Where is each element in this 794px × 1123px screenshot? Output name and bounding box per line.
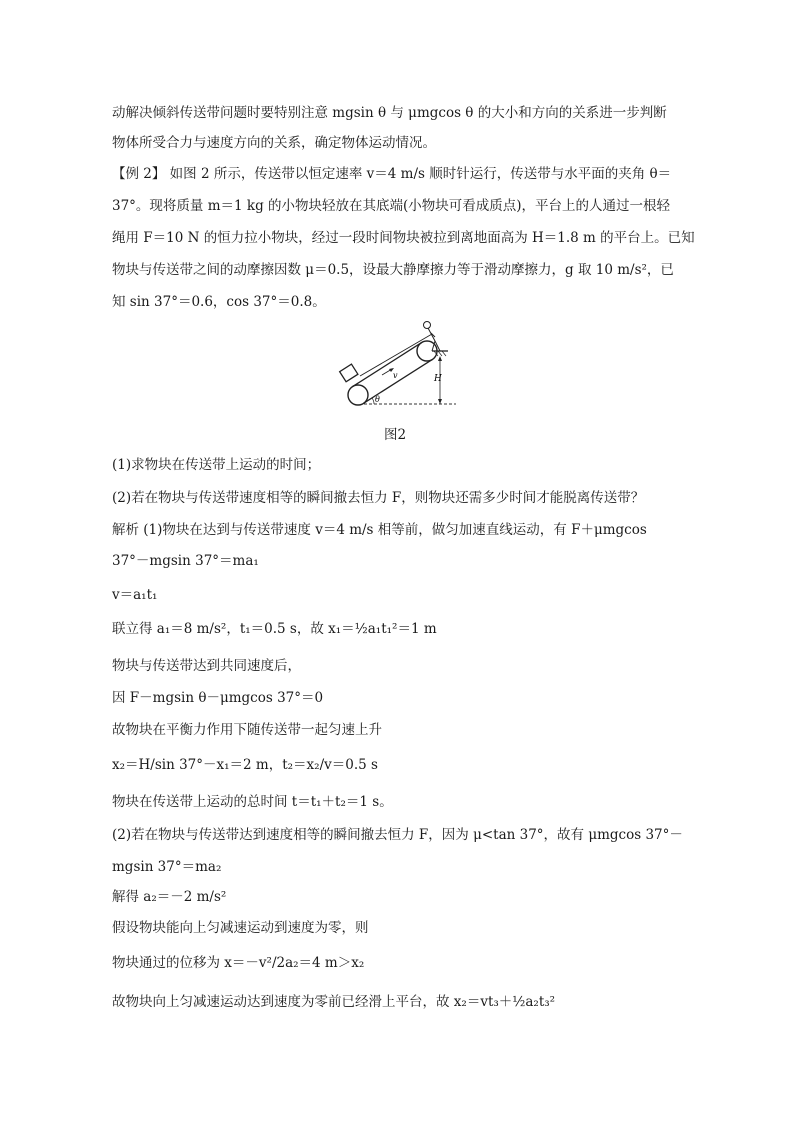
- text-line: (1)求物块在传送带上运动的时间；: [112, 457, 321, 473]
- text-line: x₂＝H/sin 37°－x₁＝2 m，t₂＝x₂/v＝0.5 s: [112, 757, 378, 773]
- text-line: 故物块在平衡力作用下随传送带一起匀速上升: [112, 722, 382, 738]
- person-body: [428, 328, 435, 341]
- angle-arc: [372, 398, 374, 404]
- text-line: 物块通过的位移为 x＝－v²/2a₂＝4 m＞x₂: [112, 955, 365, 971]
- text-line: 故物块向上匀减速运动达到速度为零前已经滑上平台，故 x₂＝vt₃＋½a₂t₃²: [112, 994, 556, 1010]
- text-line: 联立得 a₁＝8 m/s²，t₁＝0.5 s，故 x₁＝½a₁t₁²＝1 m: [112, 621, 437, 637]
- belt-bottom: [363, 359, 432, 403]
- text-line: (2)若在物块与传送带达到速度相等的瞬间撤去恒力 F，因为 μ<tan 37°，故有 μmgcos 37°－: [112, 827, 683, 843]
- text-line: 解得 a₂＝－2 m/s²: [112, 889, 227, 905]
- text-line: 物块与传送带达到共同速度后，: [112, 658, 301, 674]
- conveyor-belt-diagram: [334, 318, 464, 413]
- text-line: 假设物块能向上匀减速运动到速度为零，则: [112, 920, 369, 936]
- text-line: 物体所受合力与速度方向的关系，确定物体运动情况。: [112, 135, 436, 151]
- label-theta: θ: [375, 395, 380, 404]
- label-H: H: [434, 374, 442, 384]
- text-line: 物块在传送带上运动的总时间 t＝t₁＋t₂＝1 s。: [112, 794, 393, 810]
- block: [340, 364, 358, 382]
- figure-caption: 图2: [384, 427, 407, 443]
- conveyor-belt-figure: [334, 318, 464, 413]
- label-v: v: [393, 371, 398, 380]
- text-line: 37°－mgsin 37°＝ma₁: [112, 553, 259, 569]
- text-line: 知 sin 37°＝0.6，cos 37°＝0.8。: [112, 294, 326, 310]
- text-line: 物块与传送带之间的动摩擦因数 μ＝0.5，设最大静摩擦力等于滑动摩擦力，g 取 10 m/s²，已: [112, 262, 674, 278]
- text-line: 37°。现将质量 m＝1 kg 的小物块轻放在其底端(小物块可看成质点)，平台上的人通过一根轻: [112, 198, 671, 214]
- text-line: 解析 (1)物块在达到与传送带速度 v＝4 m/s 相等前，做匀加速直线运动，有 F＋μmgcos: [112, 522, 647, 538]
- text-line: 动解决倾斜传送带问题时要特别注意 mgsin θ 与 μmgcos θ 的大小和方向的关系进一步判断: [112, 105, 667, 121]
- text-line: mgsin 37°＝ma₂: [112, 859, 222, 875]
- text-line: 绳用 F＝10 N 的恒力拉小物块，经过一段时间物块被拉到离地面高为 H＝1.8 m 的平台上。已知: [112, 230, 695, 246]
- text-line: 因 F－mgsin θ－μmgcos 37°＝0: [112, 690, 324, 706]
- text-line: 【例 2】 如图 2 所示，传送带以恒定速率 v＝4 m/s 顺时针运行，传送带与水平面的夹角 θ＝: [112, 166, 672, 182]
- text-line: v＝a₁t₁: [112, 587, 158, 603]
- person-head: [424, 322, 431, 329]
- text-line: (2)若在物块与传送带速度相等的瞬间撤去恒力 F，则物块还需多少时间才能脱离传送带？: [112, 490, 645, 506]
- belt-top: [353, 343, 422, 387]
